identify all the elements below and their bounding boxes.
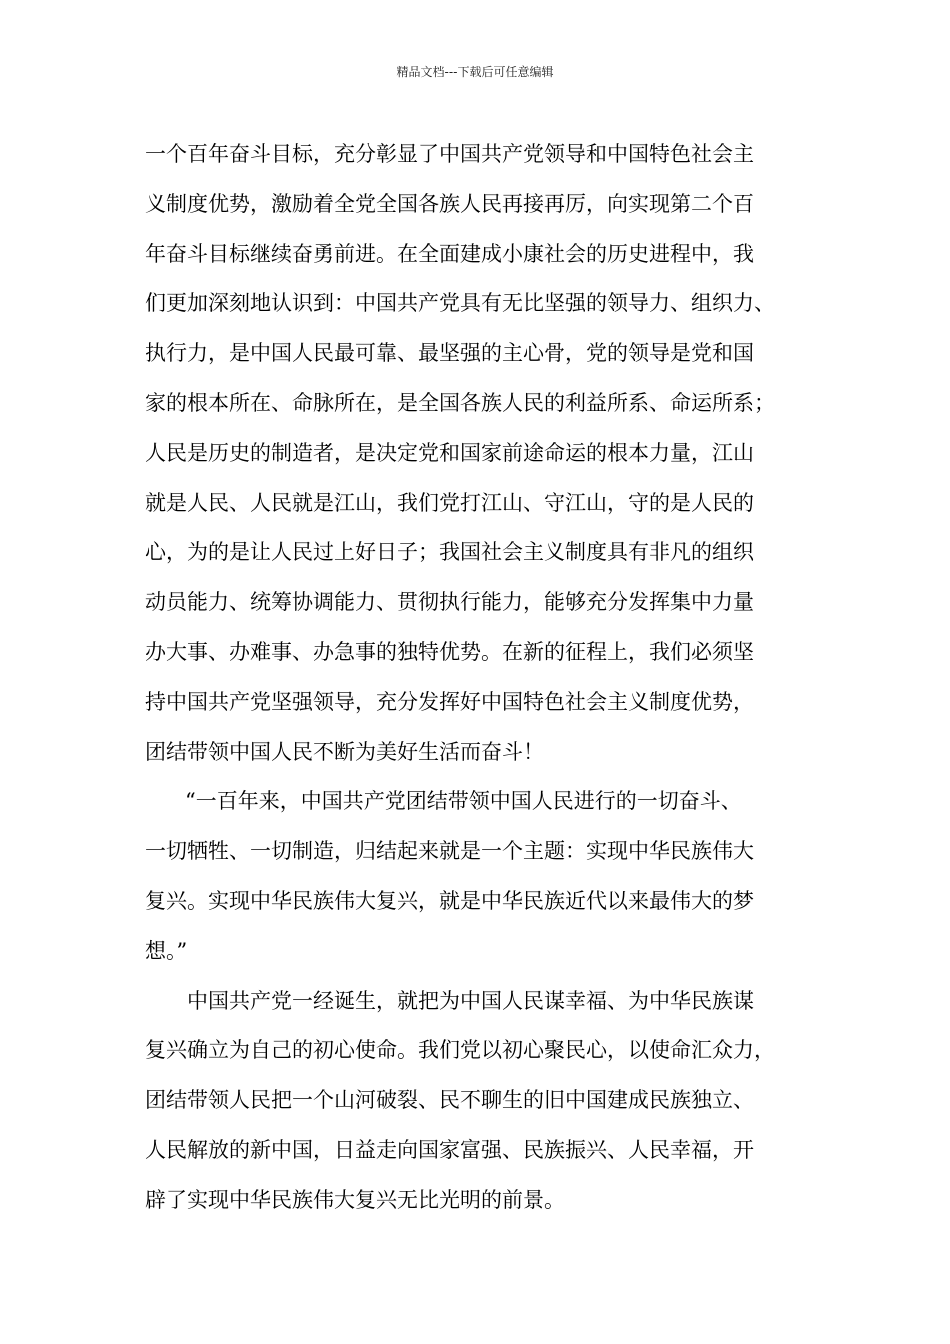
quote-paragraph [145,777,825,976]
paragraph [145,977,825,1226]
text-line: 心，为的是让人民过上好日子；我国社会主义制度具有非凡的组织 [145,540,754,565]
page-header: 精品文档---下载后可任意编辑 [396,65,554,79]
text-line: 年奋斗目标继续奋勇前进。在全面建成小康社会的历史进程中，我 [145,241,754,266]
text-line: 中国共产党一经诞生，就把为中国人民谋幸福、为中华民族谋 [187,988,754,1013]
text-line: 持中国共产党坚强领导，充分发挥好中国特色社会主义制度优势， [145,689,754,714]
text-line: 复兴。实现中华民族伟大复兴，就是中华民族近代以来最伟大的梦 [145,888,754,913]
text-line: 团结带领人民把一个山河破裂、民不聊生的旧中国建成民族独立、 [145,1088,754,1113]
text-line: 动员能力、统筹协调能力、贯彻执行能力，能够充分发挥集中力量 [145,590,754,615]
text-line: 家的根本所在、命脉所在，是全国各族人民的利益所系、命运所系； [145,390,775,415]
text-line: 复兴确立为自己的初心使命。我们党以初心聚民心，以使命汇众力， [145,1038,775,1063]
document-body [145,130,825,1226]
text-line: 辟了实现中华民族伟大复兴无比光明的前景。 [145,1187,565,1212]
text-line: 就是人民、人民就是江山，我们党打江山、守江山，守的是人民的 [145,490,754,515]
paragraph [145,130,825,777]
text-line: 们更加深刻地认识到：中国共产党具有无比坚强的领导力、组织力、 [145,291,775,316]
text-line: 想。” [145,938,188,963]
text-line: “一百年来，中国共产党团结带领中国人民进行的一切奋斗、 [185,789,742,814]
text-line: 人民是历史的制造者，是决定党和国家前途命运的根本力量，江山 [145,440,754,465]
text-line: 一个百年奋斗目标，充分彰显了中国共产党领导和中国特色社会主 [145,142,754,166]
text-line: 执行力，是中国人民最可靠、最坚强的主心骨，党的领导是党和国 [145,341,754,366]
text-line: 人民解放的新中国，日益走向国家富强、民族振兴、人民幸福，开 [145,1137,754,1162]
text-line: 团结带领中国人民不断为美好生活而奋斗！ [145,739,544,764]
text-line: 一切牺牲、一切制造，归结起来就是一个主题：实现中华民族伟大 [145,839,754,864]
text-line: 办大事、办难事、办急事的独特优势。在新的征程上，我们必须坚 [145,639,754,664]
text-line: 义制度优势，激励着全党全国各族人民再接再厉，向实现第二个百 [145,191,754,216]
